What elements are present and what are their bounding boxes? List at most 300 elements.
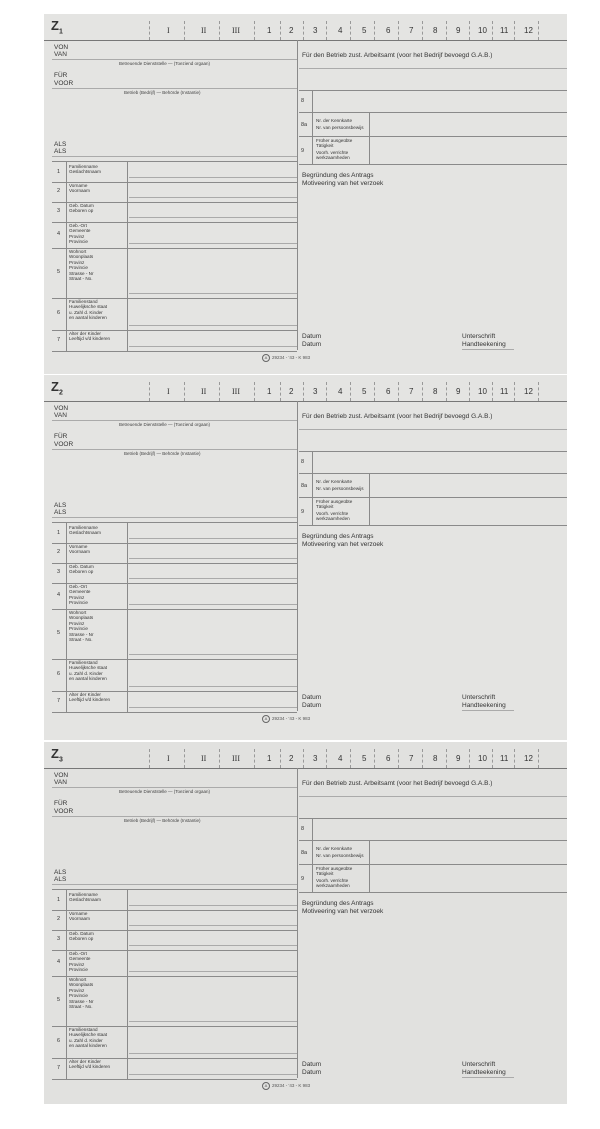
row-label-line: Familienstand bbox=[69, 299, 98, 304]
row-label-line: Geslachtsnaam bbox=[69, 169, 101, 175]
right-label-divider bbox=[369, 473, 370, 525]
column-roman: I bbox=[167, 754, 170, 763]
column-number: 7 bbox=[409, 26, 414, 35]
voor-line bbox=[52, 88, 297, 89]
dienststelle-caption: Betreuende Dienststelle — (Toeziend orgaan) bbox=[119, 422, 211, 427]
taetigkeit-label: werkzaamheden bbox=[316, 883, 350, 888]
arbeitsamt-line bbox=[299, 68, 567, 69]
als-label: ALS bbox=[54, 141, 67, 148]
voor-label: VOOR bbox=[54, 80, 74, 87]
column-number: 4 bbox=[338, 26, 343, 35]
row-label-line: Provincie bbox=[69, 626, 88, 632]
printer-mark-icon: A bbox=[262, 1082, 270, 1090]
als-line bbox=[52, 884, 297, 885]
column-divider bbox=[326, 21, 327, 40]
datum-label-2: Datum bbox=[302, 702, 322, 709]
sheet-label bbox=[51, 379, 63, 397]
sheet-number: 1 bbox=[58, 28, 63, 36]
column-number: 11 bbox=[500, 754, 509, 763]
row-label-line: Provinz bbox=[69, 259, 85, 265]
sheet-label bbox=[51, 18, 63, 36]
datum-label-2: Datum bbox=[302, 341, 322, 348]
row-label bbox=[69, 1027, 129, 1049]
fur-label: FÜR bbox=[54, 800, 68, 807]
arbeitsamt-label: Für den Betrieb zust. Arbeitsamt (voor het Bedrijf bevoegd G.A.B.) bbox=[302, 413, 493, 420]
column-number: 1 bbox=[267, 754, 272, 763]
row-number: 1 bbox=[57, 896, 61, 903]
row-8a-number: 8a bbox=[301, 122, 308, 128]
row-label-line: Familienstand bbox=[69, 1027, 98, 1032]
row-number: 3 bbox=[57, 208, 61, 214]
row-number: 5 bbox=[57, 997, 61, 1003]
signature-underline[interactable] bbox=[462, 710, 514, 711]
row-field-line[interactable] bbox=[129, 325, 297, 326]
column-divider bbox=[374, 21, 375, 40]
als-label: ALS bbox=[54, 869, 67, 876]
column-number: 11 bbox=[500, 26, 509, 35]
row-label-line: en aantal kinderen bbox=[69, 315, 107, 321]
sheet-number: 2 bbox=[58, 389, 63, 397]
row-field-line[interactable] bbox=[129, 707, 297, 708]
column-roman: II bbox=[201, 387, 207, 396]
row-label-line: Leeftijd v/d kinderen bbox=[69, 336, 111, 342]
row-8-line bbox=[299, 473, 567, 474]
taetigkeit-label: werkzaamheden bbox=[316, 155, 350, 160]
personal-top-line bbox=[52, 161, 297, 162]
column-number: 2 bbox=[289, 754, 294, 763]
handteekening-label: Handteekening bbox=[462, 1069, 506, 1076]
betrieb-caption: Betrieb (Bedrijf) — Behörde (Instantie) bbox=[124, 451, 201, 456]
row-label bbox=[69, 331, 129, 342]
arbeitsamt-label: Für den Betrieb zust. Arbeitsamt (voor het Bedrijf bevoegd G.A.B.) bbox=[302, 52, 493, 59]
als-label-2: ALS bbox=[54, 509, 67, 516]
print-code-text: 29234 - '43 - K 983 bbox=[272, 1083, 311, 1089]
row-number: 6 bbox=[57, 671, 61, 677]
row-bottom-line bbox=[52, 351, 297, 352]
row-field-line[interactable] bbox=[129, 945, 297, 946]
arbeitsamt-label: Für den Betrieb zust. Arbeitsamt (voor het Bedrijf bevoegd G.A.B.) bbox=[302, 780, 493, 787]
row-number: 2 bbox=[57, 916, 61, 922]
persoonsbewijs-label: Nr. van persoonsbewijs bbox=[316, 486, 364, 491]
row-label-line: Straat - No. bbox=[69, 1004, 93, 1010]
column-divider bbox=[446, 382, 447, 401]
row-number: 2 bbox=[57, 549, 61, 555]
row-label-line: Huwelijksche staat bbox=[69, 665, 108, 671]
row-field-line[interactable] bbox=[129, 217, 297, 218]
row-number: 1 bbox=[57, 168, 61, 175]
row-label-line: Geb. Datum bbox=[69, 203, 94, 208]
row-number-divider bbox=[66, 522, 67, 712]
column-roman: III bbox=[232, 754, 240, 763]
row-label-line: Strasse - Nr bbox=[69, 998, 94, 1004]
row-number-divider bbox=[66, 889, 67, 1079]
row-label-line: Alter der Kinder bbox=[69, 1059, 101, 1064]
row-label-line: Geb.-Ort bbox=[69, 223, 87, 228]
column-number: 8 bbox=[433, 26, 438, 35]
column-divider bbox=[374, 382, 375, 401]
row-number-divider bbox=[66, 161, 67, 351]
dienststelle-caption: Betreuende Dienststelle — (Toeziend orgaan) bbox=[119, 789, 211, 794]
kennkarte-label: Nr. der Kennkarte bbox=[316, 479, 353, 484]
printer-mark-icon: A bbox=[262, 715, 270, 723]
row-label-line: Geboren op bbox=[69, 208, 94, 214]
row-label-divider bbox=[127, 161, 128, 351]
column-divider bbox=[469, 382, 470, 401]
datum-label: Datum bbox=[302, 333, 322, 340]
taetigkeit-label: Früher ausgeübte bbox=[316, 866, 353, 871]
row-label-line: Provinz bbox=[69, 620, 85, 626]
row-label-line: Provincie bbox=[69, 993, 88, 999]
row-number: 7 bbox=[57, 336, 61, 343]
column-number: 12 bbox=[524, 26, 533, 35]
column-number: 1 bbox=[267, 387, 272, 396]
als-label: ALS bbox=[54, 502, 67, 509]
column-divider bbox=[422, 382, 423, 401]
row-label-line: Geb. Datum bbox=[69, 564, 94, 569]
column-divider bbox=[184, 382, 185, 401]
persoonsbewijs-label: Nr. van persoonsbewijs bbox=[316, 125, 364, 130]
column-divider bbox=[254, 382, 255, 401]
column-number: 9 bbox=[456, 387, 461, 396]
arbeitsamt-line bbox=[299, 429, 567, 430]
column-header bbox=[44, 742, 567, 769]
row-field-line[interactable] bbox=[129, 1021, 297, 1022]
row-label-line: Familienname bbox=[69, 892, 98, 897]
row-label bbox=[69, 183, 129, 194]
row-label bbox=[69, 164, 129, 175]
kennkarte-label: Nr. der Kennkarte bbox=[316, 118, 353, 123]
row-9-line bbox=[299, 164, 567, 165]
row-9-number: 9 bbox=[301, 509, 305, 515]
row-label-line: Familienname bbox=[69, 525, 98, 530]
row-label-divider bbox=[127, 889, 128, 1079]
column-divider bbox=[492, 382, 493, 401]
als-line bbox=[52, 517, 297, 518]
row-label-line: u. Zahl d. Kinder bbox=[69, 1037, 103, 1043]
print-code bbox=[262, 715, 310, 723]
row-field-line[interactable] bbox=[129, 177, 297, 178]
column-divider bbox=[398, 749, 399, 768]
row-number: 7 bbox=[57, 697, 61, 704]
arbeitsamt-bottom-line bbox=[299, 451, 567, 452]
von-label: VON bbox=[54, 772, 69, 779]
column-divider bbox=[514, 749, 515, 768]
arbeitsamt-line bbox=[299, 796, 567, 797]
row-label-line: Familienname bbox=[69, 164, 98, 169]
column-roman: III bbox=[232, 26, 240, 35]
datum-label-2: Datum bbox=[302, 1069, 322, 1076]
row-label bbox=[69, 249, 129, 281]
row-field-line[interactable] bbox=[129, 578, 297, 579]
row-label-line: Provinz bbox=[69, 961, 85, 967]
column-number: 3 bbox=[313, 387, 318, 396]
row-8-number: 8 bbox=[301, 98, 305, 104]
arbeitsamt-bottom-line bbox=[299, 818, 567, 819]
column-divider bbox=[326, 749, 327, 768]
column-number: 9 bbox=[456, 26, 461, 35]
sheet-letter: Z bbox=[51, 18, 59, 33]
row-field-line[interactable] bbox=[129, 538, 297, 539]
column-number: 7 bbox=[409, 387, 414, 396]
column-divider bbox=[219, 382, 220, 401]
column-roman: I bbox=[167, 26, 170, 35]
column-roman: II bbox=[201, 26, 207, 35]
column-divider bbox=[469, 749, 470, 768]
row-label-line: en aantal kinderen bbox=[69, 1043, 107, 1049]
printer-mark-icon: A bbox=[262, 354, 270, 362]
personal-top-line bbox=[52, 522, 297, 523]
column-number: 10 bbox=[478, 26, 487, 35]
row-field-line[interactable] bbox=[129, 1074, 297, 1075]
column-divider bbox=[184, 749, 185, 768]
taetigkeit-label: Voorh. verrichte bbox=[316, 878, 349, 883]
motiveering-label: Motiveering van het verzoek bbox=[302, 541, 384, 548]
row-9-line bbox=[299, 525, 567, 526]
column-divider bbox=[492, 21, 493, 40]
row-label bbox=[69, 584, 129, 606]
row-label-line: Provincie bbox=[69, 239, 88, 245]
column-divider bbox=[254, 21, 255, 40]
column-divider bbox=[398, 21, 399, 40]
column-divider bbox=[184, 21, 185, 40]
column-number: 11 bbox=[500, 387, 509, 396]
von-line bbox=[52, 59, 297, 60]
column-divider bbox=[446, 21, 447, 40]
row-label-line: Vorname bbox=[69, 911, 88, 916]
right-label-divider bbox=[369, 112, 370, 164]
taetigkeit-label: Tätigkeit bbox=[316, 143, 334, 148]
center-divider bbox=[297, 401, 298, 711]
print-code bbox=[262, 354, 310, 362]
column-number: 5 bbox=[362, 387, 367, 396]
row-label bbox=[69, 610, 129, 642]
row-label bbox=[69, 525, 129, 536]
row-label-line: Geslachtsnaam bbox=[69, 530, 101, 536]
column-divider bbox=[303, 382, 304, 401]
right-number-divider bbox=[312, 818, 313, 892]
column-divider bbox=[303, 21, 304, 40]
sheet-letter: Z bbox=[51, 746, 59, 761]
taetigkeit-label: werkzaamheden bbox=[316, 516, 350, 521]
row-field-line[interactable] bbox=[129, 1053, 297, 1054]
row-label-line: Vorname bbox=[69, 544, 88, 549]
unterschrift-label: Unterschrift bbox=[462, 333, 496, 340]
row-label-line: Woonplaats bbox=[69, 254, 94, 260]
column-number: 3 bbox=[313, 26, 318, 35]
column-divider bbox=[514, 21, 515, 40]
column-divider bbox=[350, 21, 351, 40]
row-8a-line bbox=[299, 136, 567, 137]
row-label-line: Gemeente bbox=[69, 956, 91, 962]
row-number: 2 bbox=[57, 188, 61, 194]
signature-underline[interactable] bbox=[462, 1077, 514, 1078]
row-label-line: Provinz bbox=[69, 233, 85, 239]
row-8a-number: 8a bbox=[301, 483, 308, 489]
right-label-divider bbox=[369, 840, 370, 892]
row-label-line: Provinz bbox=[69, 594, 85, 600]
column-divider bbox=[374, 749, 375, 768]
voor-label: VOOR bbox=[54, 808, 74, 815]
column-divider bbox=[422, 21, 423, 40]
row-number: 4 bbox=[57, 959, 61, 965]
row-field-line[interactable] bbox=[129, 243, 297, 244]
signature-underline[interactable] bbox=[462, 349, 514, 350]
als-label-2: ALS bbox=[54, 148, 67, 155]
row-8a-line bbox=[299, 864, 567, 865]
als-line bbox=[52, 156, 297, 157]
row-number: 3 bbox=[57, 569, 61, 575]
van-label: VAN bbox=[54, 51, 67, 58]
column-number: 10 bbox=[478, 387, 487, 396]
row-label bbox=[69, 1059, 129, 1070]
row-8a-number: 8a bbox=[301, 850, 308, 856]
betrieb-caption: Betrieb (Bedrijf) — Behörde (Instantie) bbox=[124, 818, 201, 823]
print-code-text: 29234 - '43 - K 983 bbox=[272, 716, 311, 722]
als-label-2: ALS bbox=[54, 876, 67, 883]
column-number: 1 bbox=[267, 26, 272, 35]
row-label bbox=[69, 299, 129, 321]
column-number: 2 bbox=[289, 26, 294, 35]
column-divider bbox=[280, 749, 281, 768]
row-field-line[interactable] bbox=[129, 925, 297, 926]
motiveering-label: Motiveering van het verzoek bbox=[302, 180, 384, 187]
datum-label: Datum bbox=[302, 1061, 322, 1068]
row-label-line: Voornaam bbox=[69, 916, 90, 922]
row-label bbox=[69, 223, 129, 245]
begruendung-label: Begründung des Antrags bbox=[302, 533, 374, 540]
sheet-label bbox=[51, 746, 63, 764]
row-field-line[interactable] bbox=[129, 686, 297, 687]
column-divider bbox=[219, 749, 220, 768]
row-label bbox=[69, 544, 129, 555]
column-divider bbox=[469, 21, 470, 40]
column-number: 12 bbox=[524, 754, 533, 763]
column-divider bbox=[538, 382, 539, 401]
row-field-line[interactable] bbox=[129, 905, 297, 906]
right-number-divider bbox=[312, 451, 313, 525]
betrieb-caption: Betrieb (Bedrijf) — Behörde (Instantie) bbox=[124, 90, 201, 95]
dienststelle-caption: Betreuende Dienststelle — (Toeziend orgaan) bbox=[119, 61, 211, 66]
row-label-line: Provinz bbox=[69, 987, 85, 993]
fur-label: FÜR bbox=[54, 433, 68, 440]
van-label: VAN bbox=[54, 412, 67, 419]
row-number: 4 bbox=[57, 231, 61, 237]
column-number: 2 bbox=[289, 387, 294, 396]
von-line bbox=[52, 420, 297, 421]
column-divider bbox=[219, 21, 220, 40]
row-field-line[interactable] bbox=[129, 293, 297, 294]
row-label-line: Voornaam bbox=[69, 188, 90, 194]
row-label-line: Provincie bbox=[69, 600, 88, 606]
center-divider bbox=[297, 40, 298, 350]
row-bottom-line bbox=[52, 1079, 297, 1080]
row-label-line: Straat - No. bbox=[69, 276, 93, 282]
column-roman: I bbox=[167, 387, 170, 396]
taetigkeit-label: Früher ausgeübte bbox=[316, 138, 353, 143]
row-label-line: Voornaam bbox=[69, 549, 90, 555]
voor-line bbox=[52, 816, 297, 817]
row-label-line: Straat - No. bbox=[69, 637, 93, 643]
column-header bbox=[44, 375, 567, 402]
motiveering-label: Motiveering van het verzoek bbox=[302, 908, 384, 915]
row-number: 4 bbox=[57, 592, 61, 598]
row-label-line: u. Zahl d. Kinder bbox=[69, 670, 103, 676]
von-label: VON bbox=[54, 405, 69, 412]
row-number: 5 bbox=[57, 630, 61, 636]
column-divider bbox=[350, 749, 351, 768]
row-number: 5 bbox=[57, 269, 61, 275]
personal-top-line bbox=[52, 889, 297, 890]
column-divider bbox=[303, 749, 304, 768]
row-label bbox=[69, 951, 129, 973]
column-roman: III bbox=[232, 387, 240, 396]
column-divider bbox=[492, 749, 493, 768]
row-field-line[interactable] bbox=[129, 971, 297, 972]
taetigkeit-label: Voorh. verrichte bbox=[316, 150, 349, 155]
row-label-line: Geboren op bbox=[69, 569, 94, 575]
row-label-line: u. Zahl d. Kinder bbox=[69, 309, 103, 315]
persoonsbewijs-label: Nr. van persoonsbewijs bbox=[316, 853, 364, 858]
column-divider bbox=[326, 382, 327, 401]
column-number: 6 bbox=[386, 754, 391, 763]
form-sheet bbox=[44, 375, 567, 740]
print-code-text: 29234 - '43 - K 983 bbox=[272, 355, 311, 361]
row-label bbox=[69, 931, 129, 942]
row-label-line: Leeftijd v/d kinderen bbox=[69, 697, 111, 703]
column-divider bbox=[446, 749, 447, 768]
row-label-line: Alter der Kinder bbox=[69, 331, 101, 336]
row-field-line[interactable] bbox=[129, 604, 297, 605]
row-label-line: Geb.-Ort bbox=[69, 951, 87, 956]
unterschrift-label: Unterschrift bbox=[462, 694, 496, 701]
row-label-line: Geb.-Ort bbox=[69, 584, 87, 589]
row-number: 1 bbox=[57, 529, 61, 536]
row-label-line: Gemeente bbox=[69, 589, 91, 595]
voor-line bbox=[52, 449, 297, 450]
column-divider bbox=[280, 21, 281, 40]
row-number: 6 bbox=[57, 310, 61, 316]
column-number: 10 bbox=[478, 754, 487, 763]
row-field-line[interactable] bbox=[129, 654, 297, 655]
column-number: 9 bbox=[456, 754, 461, 763]
row-label bbox=[69, 203, 129, 214]
column-divider bbox=[538, 21, 539, 40]
column-number: 5 bbox=[362, 754, 367, 763]
row-label-line: Gemeente bbox=[69, 228, 91, 234]
row-field-line[interactable] bbox=[129, 346, 297, 347]
von-label: VON bbox=[54, 44, 69, 51]
row-label-line: Provincie bbox=[69, 265, 88, 271]
row-label-line: Huwelijksche staat bbox=[69, 304, 108, 310]
column-divider bbox=[149, 21, 150, 40]
column-number: 8 bbox=[433, 387, 438, 396]
row-label-line: Wohnort bbox=[69, 610, 87, 615]
row-label-line: Wohnort bbox=[69, 977, 87, 982]
row-field-line[interactable] bbox=[129, 558, 297, 559]
row-label-line: Alter der Kinder bbox=[69, 692, 101, 697]
row-number: 7 bbox=[57, 1064, 61, 1071]
center-divider bbox=[297, 768, 298, 1078]
row-field-line[interactable] bbox=[129, 197, 297, 198]
column-roman: II bbox=[201, 754, 207, 763]
column-number: 7 bbox=[409, 754, 414, 763]
von-line bbox=[52, 787, 297, 788]
row-9-line bbox=[299, 892, 567, 893]
row-label-line: Provincie bbox=[69, 967, 88, 973]
row-8-number: 8 bbox=[301, 826, 305, 832]
taetigkeit-label: Voorh. verrichte bbox=[316, 511, 349, 516]
unterschrift-label: Unterschrift bbox=[462, 1061, 496, 1068]
